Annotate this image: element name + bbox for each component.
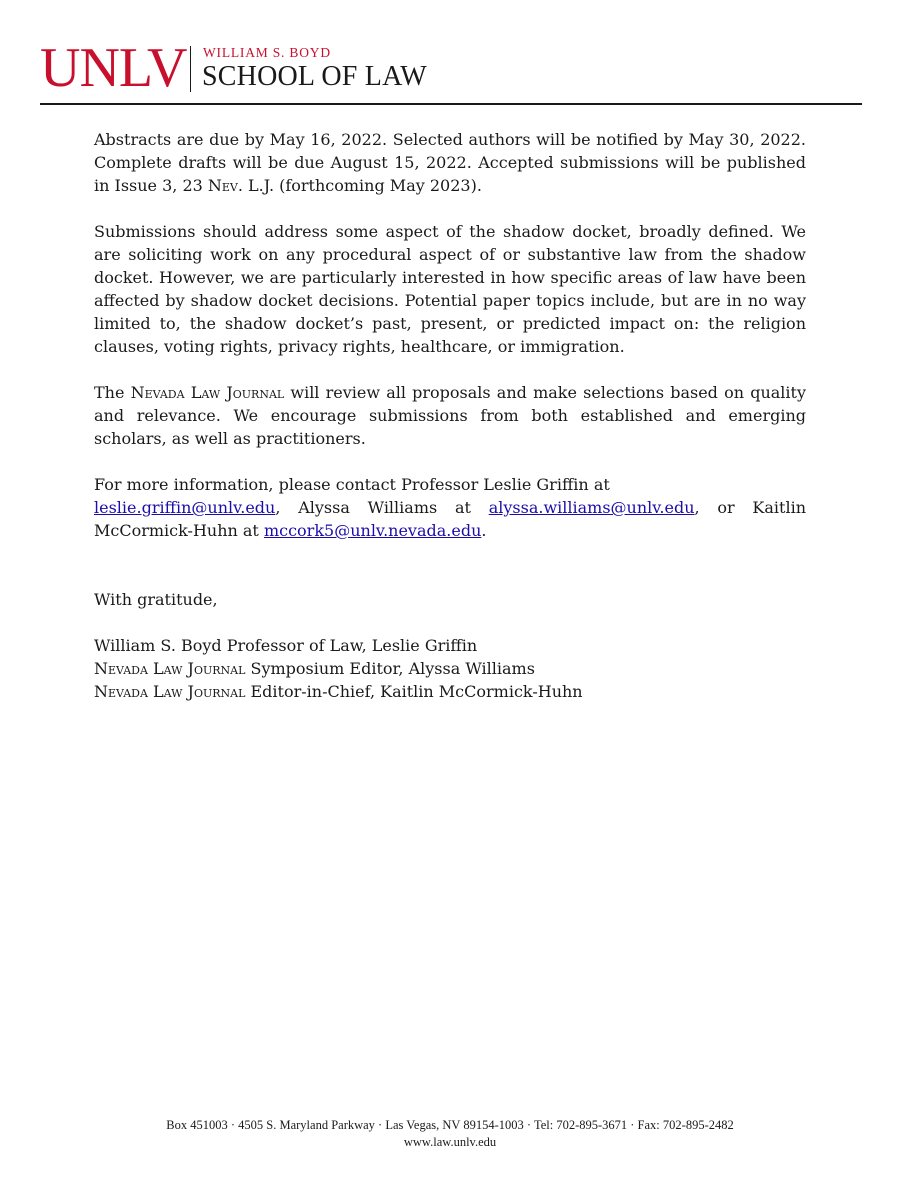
footer-website: www.law.unlv.edu	[403, 1135, 497, 1149]
footer-address: Box 451003 · 4505 S. Maryland Parkway · Las Vegas, NV 89154-1003 · Tel: 702-895-3671 · Fax: 702-895-2482	[166, 1118, 734, 1132]
email-link-griffin[interactable]: leslie.griffin@unlv.edu	[94, 498, 276, 517]
header-rule	[40, 103, 862, 105]
paragraph-review	[94, 381, 806, 450]
contact-mid1: , Alyssa Williams at	[275, 498, 489, 517]
paragraph-contact	[94, 473, 806, 542]
paragraph-topics: Submissions should address some aspect of the shadow docket, broadly defined. We are soliciting work on any procedural aspect of or substantive law from the shadow docket. However, we are particularly interested in how specific areas of law have been affected by shadow docket decisions. Potential paper topics include, but are in no way limited to, the shadow docket’s past, present, or predicted impact on: the religion clauses, voting rights, privacy rights, healthcare, or immigration.	[94, 222, 806, 356]
school-name-line1: WILLIAM S. BOYD	[203, 45, 331, 60]
spacer	[94, 565, 806, 588]
signature-williams	[94, 657, 806, 680]
letterhead	[40, 37, 862, 106]
sig2-journal: Nevada Law Journal	[94, 659, 246, 678]
p3-journal-name: Nevada Law Journal	[130, 383, 285, 402]
email-link-williams[interactable]: alyssa.williams@unlv.edu	[488, 498, 695, 517]
p3-text: The	[94, 383, 131, 402]
contact-line1: For more information, please contact Professor Leslie Griffin at	[94, 475, 610, 494]
p3-text-end: will review all proposals and make selections based on quality and relevance. We encourage submissions from both established and emerging scholars, as well as practitioners.	[94, 383, 806, 448]
signature-block	[94, 634, 806, 703]
letter-body	[94, 128, 806, 703]
signature-griffin: William S. Boyd Professor of Law, Leslie Griffin	[94, 636, 478, 655]
signature-mccormick-huhn	[94, 680, 806, 703]
email-link-mccormick-huhn[interactable]: mccork5@unlv.nevada.edu	[263, 521, 482, 540]
contact-mid2: , or Kaitlin McCormick-Huhn at	[94, 498, 806, 540]
footer	[40, 1117, 860, 1151]
paragraph-deadlines	[94, 128, 806, 197]
p1-text-end: L.J. (forthcoming May 2023).	[242, 176, 482, 195]
contact-end: .	[481, 521, 487, 540]
logo-divider	[190, 46, 191, 92]
sig3-role: Editor-in-Chief, Kaitlin McCormick-Huhn	[245, 682, 583, 701]
contact-line-rest	[94, 496, 806, 542]
closing: With gratitude,	[94, 590, 218, 609]
unlv-logo: UNLV	[40, 37, 187, 99]
p1-text: Abstracts are due by May 16, 2022. Selected authors will be notified by May 30, 2022. Complete drafts will be due August 15, 2022. Accepted submissions will be published in Issue 3, 23	[94, 130, 806, 195]
p1-nev: Nev.	[207, 176, 243, 195]
school-name-line2: SCHOOL OF LAW	[202, 61, 427, 92]
sig3-journal: Nevada Law Journal	[94, 682, 246, 701]
sig2-role: Symposium Editor, Alyssa Williams	[245, 659, 535, 678]
